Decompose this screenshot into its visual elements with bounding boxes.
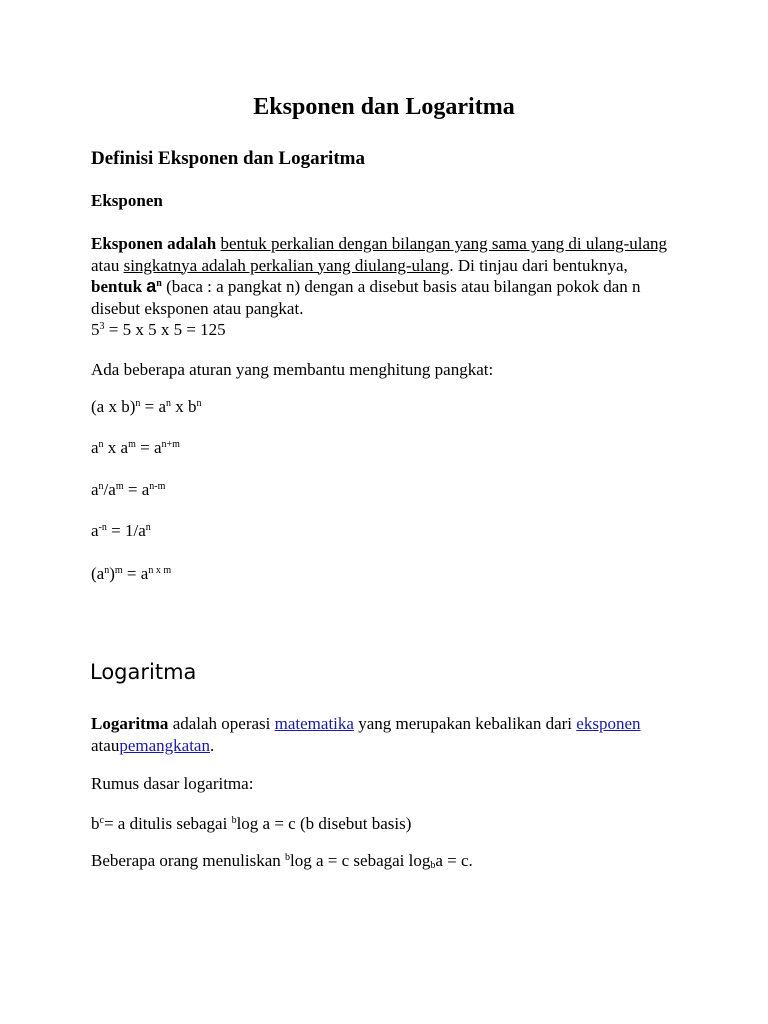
rule-3-part: /a [103,480,116,499]
eksponen-heading: Eksponen [91,191,163,210]
example-rest: = 5 x 5 x 5 = 125 [104,320,226,339]
rumus-part: b [91,814,100,833]
rule-2-part: x a [103,438,129,457]
rule-5-sup: n [104,565,110,576]
eksponen-def-link-2[interactable]: singkatnya adalah perkalian yang diulang-ulang [123,255,450,275]
alt-notation-line [91,851,473,871]
link-pemangkatan[interactable]: pemangkatan [119,735,210,755]
eksponen-def-term: Eksponen adalah [91,234,217,253]
eksponen-def-link-1[interactable]: bentuk perkalian dengan bilangan yang sama yang di ulang-ulang [220,234,668,253]
rule-2-part: a [91,438,99,457]
link-eksponen[interactable]: eksponen [576,714,641,733]
logaritma-definition [91,713,671,756]
eksponen-def-atau: atau [91,255,124,275]
section-heading: Definisi Eksponen dan Logaritma [91,148,365,169]
rule-3-sup: m [115,481,124,492]
rule-3 [91,480,165,500]
rule-4-sup: -n [98,522,107,533]
eksponen-def-rest-1: . Di tinjau dari bentuknya, [449,255,628,275]
rule-4 [91,521,151,541]
logaritma-def-text-2: yang merupakan kebalikan dari [353,714,577,733]
alt-sub: b [430,860,436,871]
rule-3-sup: n [98,481,104,492]
rule-4-part: a [91,521,99,540]
logaritma-def-text-1: adalah operasi [168,714,275,733]
rule-5-part: ) [109,564,115,583]
rule-1-sup: n [196,398,202,409]
rule-1-part: x b [171,397,197,416]
page-title: Eksponen dan Logaritma [253,94,515,120]
rule-2-sup: n [98,439,104,450]
rule-1-sup: n [135,398,141,409]
rule-2-sup: m [128,439,136,450]
alt-part: Beberapa orang menuliskan [91,851,286,870]
rule-2 [91,438,180,458]
rule-2-sup: n+m [161,439,180,450]
logaritma-def-term: Logaritma [91,714,169,733]
logaritma-heading: Logaritma [90,660,197,684]
rule-5 [91,564,171,584]
link-matematika[interactable]: matematika [274,714,354,733]
bentuk-label: bentuk [91,277,147,296]
rule-2-part: = a [135,438,162,457]
eksponen-definition [91,233,671,341]
logaritma-def-text-3: atau [91,735,120,755]
alt-sup: b [285,852,291,863]
rule-4-sup: n [145,522,151,533]
rule-5-sup: m [114,565,123,576]
eksponen-def-rest-2: (baca : a pangkat n) dengan a disebut basis atau bilangan pokok dan n disebut eksponen atau pangkat. [91,277,641,318]
rules-intro: Ada beberapa aturan yang membantu menghitung pangkat: [91,360,494,379]
rumus-intro: Rumus dasar logaritma: [91,774,254,793]
rule-1-sup: n [166,398,172,409]
rumus-part: = a ditulis sebagai [103,814,232,833]
alt-part: a = c. [435,851,473,870]
power-exp-n: n [156,278,162,289]
rumus-part: log a = c (b disebut basis) [236,814,412,833]
rule-3-part: a [91,480,99,499]
rule-1-part: = a [140,397,167,416]
rule-3-part: = a [123,480,150,499]
power-base-a: a [146,276,157,296]
alt-part: log a = c sebagai log [290,851,431,870]
rule-4-part: = 1/a [106,521,146,540]
rule-3-sup: n-m [149,481,166,492]
example-exp: 3 [99,321,105,332]
rule-1-part: (a x b) [91,397,136,416]
example-base: 5 [91,320,100,339]
rumus-sup: b [231,815,237,826]
rule-5-part: (a [91,564,105,583]
rule-1 [91,397,202,417]
rumus-line [91,814,411,834]
logaritma-def-text-4: . [209,735,215,755]
rule-5-part: = a [122,564,149,583]
rumus-sup: c [99,815,104,826]
rule-5-sup: n x m [148,565,172,576]
